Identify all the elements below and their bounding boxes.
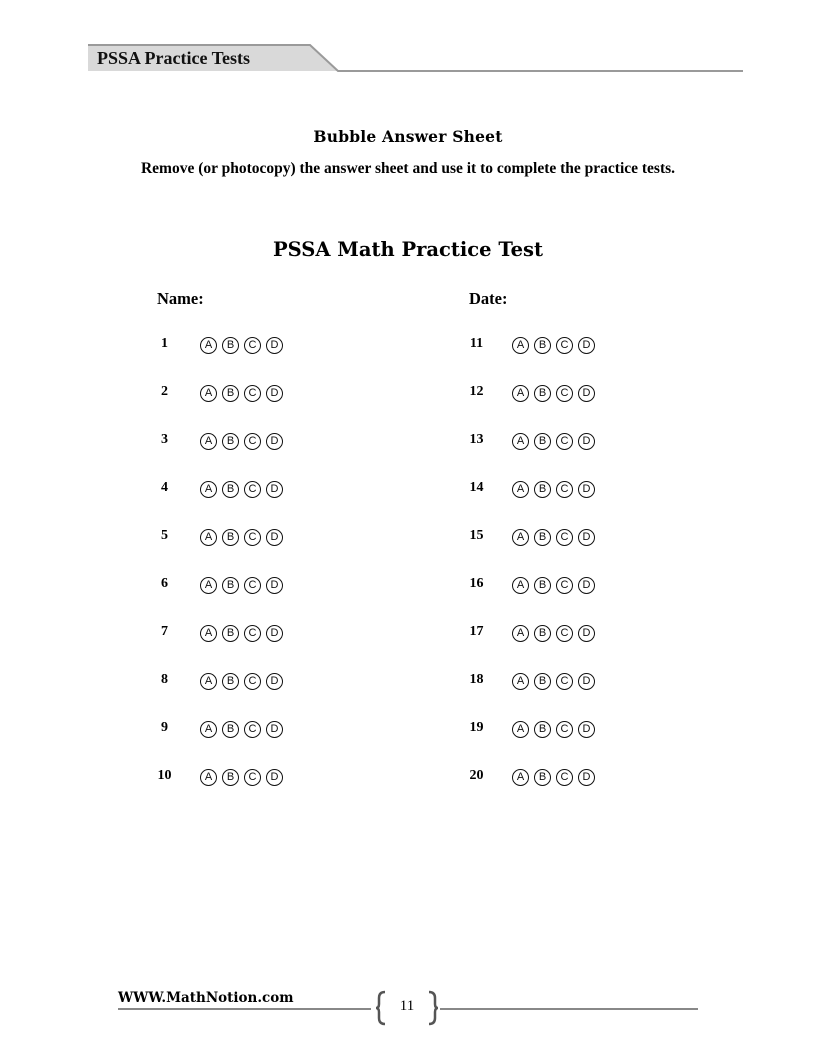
answer-bubble-a[interactable]: A (200, 769, 217, 786)
answer-bubble-b[interactable]: B (534, 769, 551, 786)
answer-bubble-d[interactable]: D (578, 337, 595, 354)
answer-bubbles (200, 385, 288, 404)
answer-row (462, 478, 622, 526)
question-number: 20 (469, 768, 484, 783)
answer-bubble-a[interactable]: A (512, 529, 529, 546)
answer-row (150, 334, 310, 382)
answer-bubble-a[interactable]: A (512, 481, 529, 498)
answer-bubble-b[interactable]: B (222, 481, 239, 498)
answer-bubble-b[interactable]: B (222, 577, 239, 594)
answer-bubble-c[interactable]: C (244, 625, 261, 642)
answer-bubble-c[interactable]: C (556, 577, 573, 594)
answer-bubble-a[interactable]: A (200, 433, 217, 450)
answer-row (462, 718, 622, 766)
answer-column-left (150, 334, 310, 814)
answer-bubbles (512, 577, 600, 596)
answer-bubble-c[interactable]: C (244, 481, 261, 498)
answer-row (150, 430, 310, 478)
answer-bubble-d[interactable]: D (266, 673, 283, 690)
answer-bubble-c[interactable]: C (244, 673, 261, 690)
question-number: 5 (161, 528, 168, 543)
question-number: 9 (161, 720, 168, 735)
answer-bubble-d[interactable]: D (266, 769, 283, 786)
answer-bubble-c[interactable]: C (556, 673, 573, 690)
answer-bubble-b[interactable]: B (222, 385, 239, 402)
answer-row (462, 622, 622, 670)
answer-bubble-c[interactable]: C (244, 529, 261, 546)
question-number: 14 (469, 480, 484, 495)
answer-bubble-d[interactable]: D (578, 529, 595, 546)
answer-bubble-d[interactable]: D (266, 337, 283, 354)
answer-bubble-b[interactable]: B (222, 529, 239, 546)
answer-bubble-d[interactable]: D (578, 769, 595, 786)
answer-bubbles (512, 433, 600, 452)
answer-row (462, 526, 622, 574)
answer-bubbles (512, 673, 600, 692)
answer-bubble-c[interactable]: C (556, 529, 573, 546)
answer-row (150, 670, 310, 718)
name-label: Name: (157, 289, 204, 308)
answer-bubbles (200, 577, 288, 596)
answer-bubble-c[interactable]: C (556, 481, 573, 498)
answer-bubble-b[interactable]: B (534, 385, 551, 402)
answer-row (150, 382, 310, 430)
answer-bubbles (200, 529, 288, 548)
answer-bubble-a[interactable]: A (512, 721, 529, 738)
answer-bubble-d[interactable]: D (578, 673, 595, 690)
answer-bubble-b[interactable]: B (222, 673, 239, 690)
answer-bubbles (512, 769, 600, 788)
answer-bubble-b[interactable]: B (222, 433, 239, 450)
answer-bubble-d[interactable]: D (578, 481, 595, 498)
answer-bubble-d[interactable]: D (578, 721, 595, 738)
footer-rule-right (440, 1008, 698, 1010)
question-number: 18 (469, 672, 484, 687)
answer-bubble-a[interactable]: A (512, 769, 529, 786)
answer-bubble-d[interactable]: D (266, 625, 283, 642)
answer-bubbles (512, 337, 600, 356)
answer-bubble-d[interactable]: D (578, 577, 595, 594)
answer-bubble-b[interactable]: B (534, 529, 551, 546)
answer-bubbles (512, 721, 600, 740)
answer-bubble-c[interactable]: C (244, 433, 261, 450)
question-number: 17 (469, 624, 484, 639)
answer-bubble-b[interactable]: B (534, 481, 551, 498)
answer-bubbles (200, 673, 288, 692)
answer-bubble-d[interactable]: D (266, 481, 283, 498)
answer-bubble-a[interactable]: A (512, 385, 529, 402)
answer-bubble-a[interactable]: A (200, 721, 217, 738)
answer-bubble-a[interactable]: A (200, 385, 217, 402)
answer-bubble-d[interactable]: D (266, 577, 283, 594)
answer-bubbles (200, 433, 288, 452)
answer-bubble-b[interactable]: B (534, 673, 551, 690)
question-number: 8 (161, 672, 168, 687)
footer-website: WWW.MathNotion.com (118, 990, 294, 1006)
answer-row (150, 622, 310, 670)
answer-row (150, 526, 310, 574)
question-number: 6 (161, 576, 168, 591)
answer-bubble-d[interactable]: D (578, 433, 595, 450)
answer-row (462, 430, 622, 478)
answer-bubbles (200, 625, 288, 644)
answer-bubble-c[interactable]: C (244, 337, 261, 354)
answer-bubble-d[interactable]: D (266, 529, 283, 546)
answer-bubbles (512, 529, 600, 548)
answer-bubble-c[interactable]: C (556, 337, 573, 354)
question-number: 15 (469, 528, 484, 543)
answer-row (462, 382, 622, 430)
answer-bubbles (512, 625, 600, 644)
question-number: 4 (161, 480, 168, 495)
answer-bubble-b[interactable]: B (534, 577, 551, 594)
answer-bubble-b[interactable]: B (534, 337, 551, 354)
answer-row (150, 574, 310, 622)
answer-bubble-c[interactable]: C (244, 577, 261, 594)
answer-bubble-d[interactable]: D (266, 385, 283, 402)
answer-bubbles (200, 481, 288, 500)
date-label: Date: (469, 289, 508, 308)
question-number: 13 (469, 432, 484, 447)
answer-row (462, 766, 622, 814)
answer-bubble-a[interactable]: A (200, 529, 217, 546)
answer-bubble-b[interactable]: B (534, 721, 551, 738)
answer-bubble-d[interactable]: D (578, 385, 595, 402)
answer-bubble-c[interactable]: C (556, 721, 573, 738)
answer-bubble-c[interactable]: C (244, 721, 261, 738)
answer-bubble-b[interactable]: B (222, 337, 239, 354)
answer-bubbles (200, 769, 288, 788)
answer-bubble-a[interactable]: A (512, 577, 529, 594)
answer-row (462, 334, 622, 382)
question-number: 11 (469, 336, 484, 351)
header-title: PSSA Practice Tests (97, 48, 250, 68)
page-number-text: 11 (399, 998, 415, 1014)
answer-bubble-a[interactable]: A (200, 481, 217, 498)
answer-bubbles (512, 481, 600, 500)
answer-bubble-b[interactable]: B (534, 433, 551, 450)
question-number: 3 (161, 432, 168, 447)
answer-bubble-a[interactable]: A (200, 577, 217, 594)
answer-bubble-a[interactable]: A (200, 337, 217, 354)
header-tab (88, 44, 743, 74)
question-number: 7 (161, 624, 168, 639)
answer-bubble-c[interactable]: C (556, 769, 573, 786)
answer-bubble-b[interactable]: B (222, 721, 239, 738)
question-number: 2 (161, 384, 168, 399)
question-number: 10 (157, 768, 172, 783)
answer-bubble-c[interactable]: C (556, 625, 573, 642)
answer-bubble-c[interactable]: C (244, 769, 261, 786)
answer-row (150, 478, 310, 526)
answer-bubble-b[interactable]: B (222, 769, 239, 786)
answer-bubble-c[interactable]: C (556, 385, 573, 402)
answer-bubble-c[interactable]: C (244, 385, 261, 402)
answer-bubble-a[interactable]: A (512, 337, 529, 354)
instructions: Remove (or photocopy) the answer sheet and use it to complete the practice tests. (140, 160, 676, 177)
footer-rule-left (118, 1008, 371, 1010)
answer-bubbles (200, 337, 288, 356)
question-number: 16 (469, 576, 484, 591)
answer-bubble-c[interactable]: C (556, 433, 573, 450)
answer-bubble-a[interactable]: A (512, 625, 529, 642)
answer-row (150, 766, 310, 814)
test-title: PSSA Math Practice Test (272, 238, 544, 261)
answer-row (150, 718, 310, 766)
answer-row (462, 574, 622, 622)
question-number: 19 (469, 720, 484, 735)
page-number (376, 990, 438, 1026)
answer-column-right (462, 334, 622, 814)
answer-bubble-d[interactable]: D (266, 433, 283, 450)
answer-bubbles (200, 721, 288, 740)
answer-bubbles (512, 385, 600, 404)
answer-bubble-b[interactable]: B (534, 625, 551, 642)
answer-bubble-b[interactable]: B (222, 625, 239, 642)
answer-bubble-d[interactable]: D (578, 625, 595, 642)
answer-row (462, 670, 622, 718)
question-number: 12 (469, 384, 484, 399)
answer-bubble-a[interactable]: A (200, 673, 217, 690)
sheet-title: Bubble Answer Sheet (313, 127, 503, 146)
answer-bubble-a[interactable]: A (200, 625, 217, 642)
answer-bubble-a[interactable]: A (512, 433, 529, 450)
answer-bubble-d[interactable]: D (266, 721, 283, 738)
question-number: 1 (161, 336, 168, 351)
answer-bubble-a[interactable]: A (512, 673, 529, 690)
